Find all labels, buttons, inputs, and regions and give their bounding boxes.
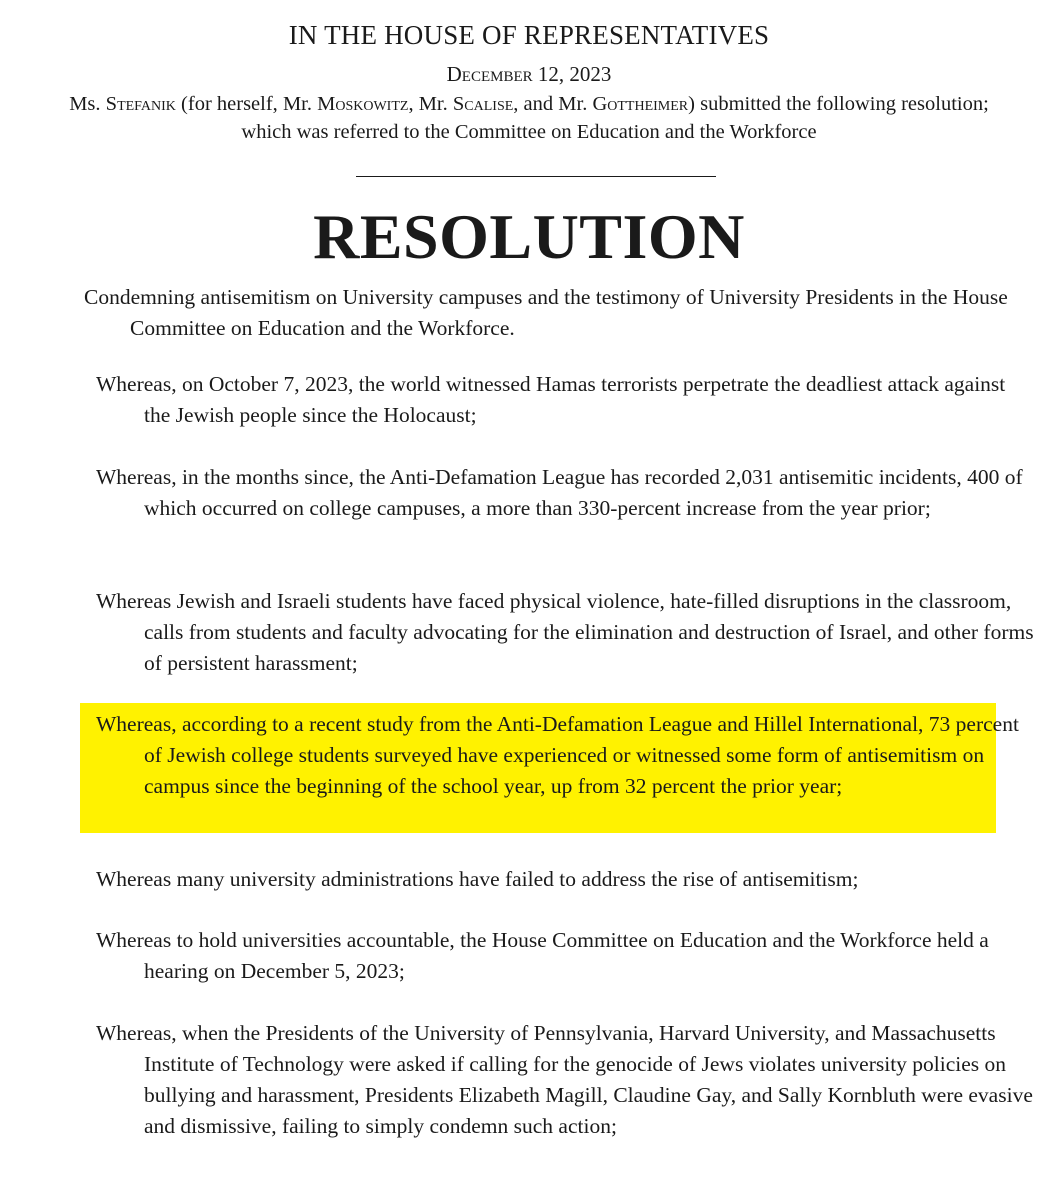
sponsor-lead-prefix: Ms. [69, 93, 106, 115]
whereas-clause-4-highlighted: Whereas, according to a recent study from the Anti-Defamation League and Hillel International, 73 percent of Jewish college students surveyed have experienced or witnessed some form of antisemitism on campus since the beginning of the school year, up from 32 percent the prior year; [96, 712, 1019, 798]
whereas-clause-5: Whereas many university administrations have failed to address the rise of antisemitism; [96, 867, 859, 891]
cosponsor-1-name: Moskowitz [317, 93, 409, 115]
resolution-date: December 12, 2023 [446, 62, 612, 86]
chamber-heading: IN THE HOUSE OF REPRESENTATIVES [288, 20, 770, 50]
sponsor-lead-name: Stefanik [105, 93, 176, 115]
sponsor-referral-text: ) submitted the following resolution; which was referred to the Committee on Education and the Workforce [241, 93, 989, 143]
cosponsor-1-prefix: Mr. [282, 93, 318, 115]
cosponsor-2-prefix: Mr. [418, 93, 453, 115]
whereas-clause-1: Whereas, on October 7, 2023, the world witnessed Hamas terrorists perpetrate the deadliest attack against the Jewish people since the Holocaust; [96, 372, 1006, 427]
resolution-heading: RESOLUTION [313, 201, 745, 272]
sponsor-separator-1: , [408, 93, 419, 115]
whereas-clause-6: Whereas to hold universities accountable, the House Committee on Education and the Workforce held a hearing on December 5, 2023; [96, 928, 989, 983]
cosponsor-2-name: Scalise [452, 93, 514, 115]
whereas-clause-2: Whereas, in the months since, the Anti-Defamation League has recorded 2,031 antisemitic incidents, 400 of which occurred on college campuses, a more than 330-percent increase from the year prior; [96, 465, 1023, 520]
resolution-title: Condemning antisemitism on University campuses and the testimony of University Presidents in the House Committee on Education and the Workforce. [84, 285, 1008, 340]
cosponsor-3-prefix: Mr. [558, 93, 593, 115]
sponsor-separator-2: , and [513, 93, 559, 115]
whereas-clause-7: Whereas, when the Presidents of the University of Pennsylvania, Harvard University, and Massachusetts Institute of Technology were asked if calling for the genocide of Jews violates university policies on bullying and harassment, Presidents Elizabeth Magill, Claudine Gay, and Sally Kornbluth were evasive and dismissive, failing to simply condemn such action; [96, 1021, 1033, 1138]
sponsor-for-herself: (for herself, [175, 93, 283, 115]
cosponsor-3-name: Gottheimer [592, 93, 689, 115]
header-divider [356, 176, 716, 177]
whereas-clause-3: Whereas Jewish and Israeli students have faced physical violence, hate-filled disruptions in the classroom, calls from students and faculty advocating for the elimination and destruction of Israel, and other forms of persistent harassment; [96, 589, 1034, 675]
sponsors-statement [60, 90, 998, 146]
